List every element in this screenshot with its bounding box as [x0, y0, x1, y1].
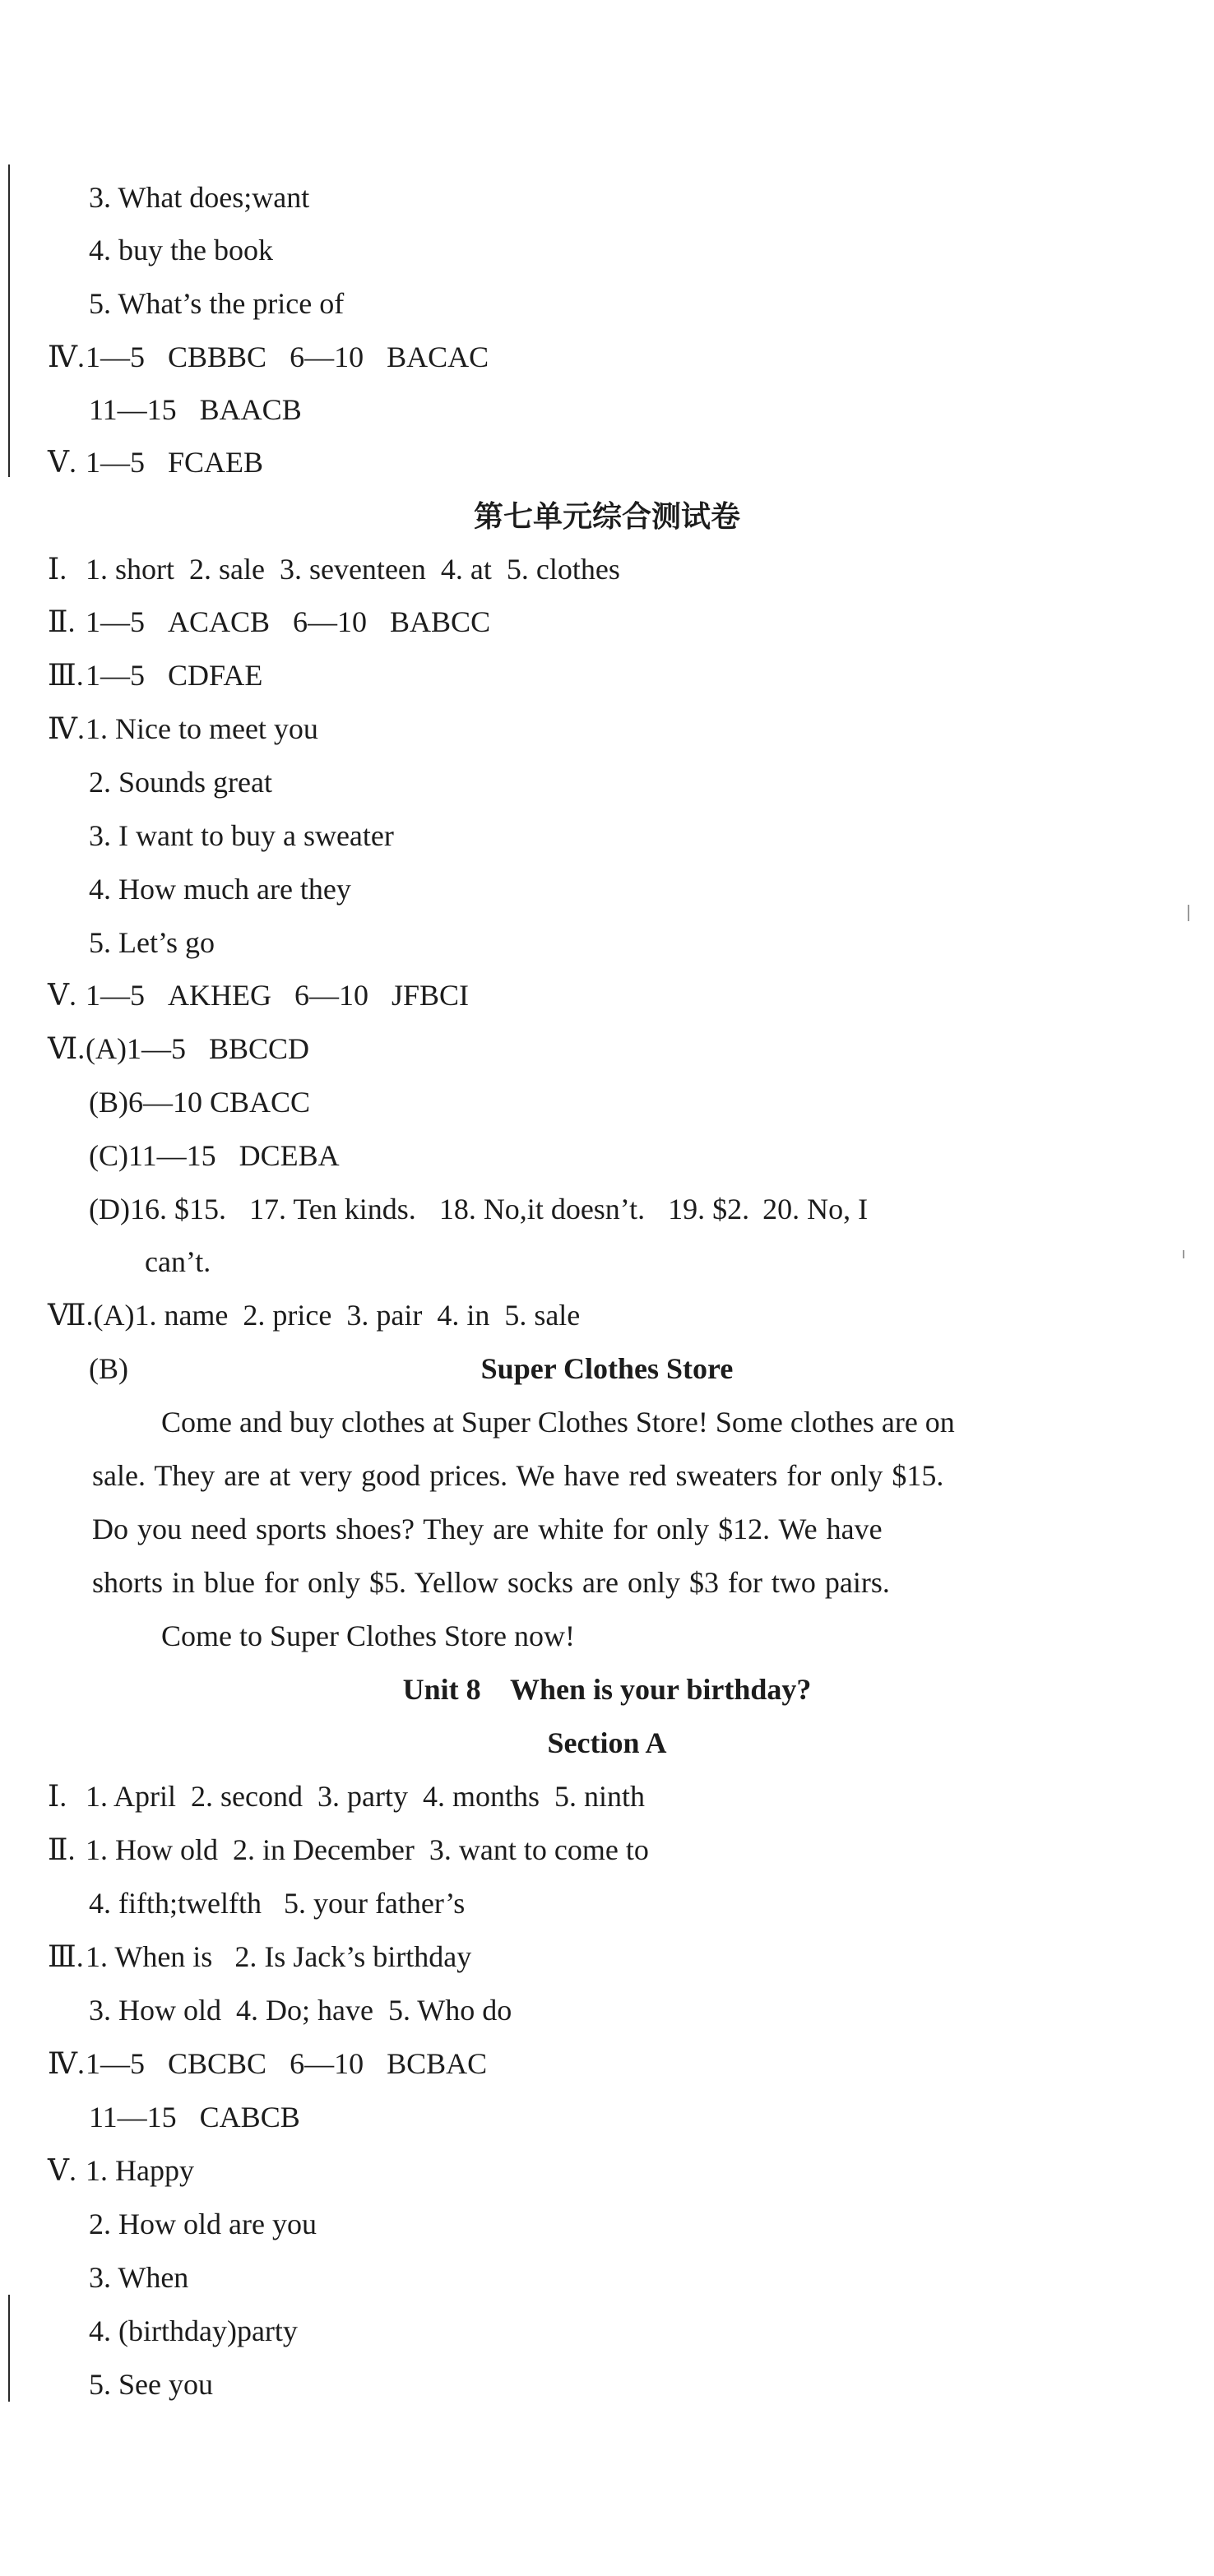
- section-numeral: Ⅳ.: [48, 2047, 85, 2080]
- answer-line: Ⅲ.1—5 CDFAE: [0, 649, 1214, 702]
- answer-line: 4. How much are they: [89, 873, 351, 906]
- answer-line: 3. What does;want: [89, 181, 310, 214]
- section-numeral: Ⅳ.: [48, 341, 85, 373]
- section-numeral: Ⅶ.: [48, 1299, 94, 1332]
- answer-line: Ⅴ. 1—5 FCAEB: [0, 436, 1214, 489]
- answer-line: 4. fifth;twelfth 5. your father’s: [89, 1887, 466, 1920]
- answer-line: Ⅰ. 1. April 2. second 3. party 4. months 5. ninth: [0, 1770, 1214, 1823]
- answer-line: 5. Let’s go: [89, 926, 215, 959]
- section-numeral: Ⅵ.: [48, 1032, 86, 1065]
- answer-line: Ⅱ. 1. How old 2. in December 3. want to come to: [0, 1823, 1214, 1876]
- section-numeral: Ⅰ.: [48, 553, 67, 586]
- answer-line: Ⅳ.1—5 CBCBC 6—10 BCBAC: [0, 2037, 1214, 2090]
- section-numeral: Ⅱ.: [48, 1833, 76, 1866]
- answer-line: 3. I want to buy a sweater: [89, 819, 394, 852]
- section-numeral: Ⅰ.: [48, 1780, 67, 1813]
- section-heading: 第七单元综合测试卷: [473, 500, 740, 533]
- answer-line: (B)6—10 CBACC: [89, 1086, 311, 1119]
- answer-line: (B): [89, 1352, 128, 1385]
- answer-line: Ⅵ.(A)1—5 BBCCD: [0, 1022, 1214, 1075]
- passage-title: Super Clothes Store: [480, 1352, 734, 1385]
- section-numeral: Ⅴ.: [48, 2154, 76, 2187]
- answer-line: 3. How old 4. Do; have 5. Who do: [89, 1994, 512, 2027]
- answer-line: Ⅶ.(A)1. name 2. price 3. pair 4. in 5. sale: [0, 1289, 1214, 1341]
- section-numeral: Ⅴ.: [48, 446, 76, 479]
- answer-line: 4. (birthday)party: [89, 2314, 298, 2347]
- answer-line: 5. What’s the price of: [89, 287, 345, 320]
- answer-line: 4. buy the book: [89, 234, 273, 266]
- section-numeral: Ⅲ.: [48, 1940, 84, 1973]
- section-heading: Section A: [547, 1726, 667, 1759]
- answer-line: Ⅳ.1. Nice to meet you: [0, 702, 1214, 755]
- answer-line: 11—15 CABCB: [89, 2101, 300, 2134]
- answer-line: (C)11—15 DCEBA: [89, 1139, 340, 1172]
- passage-line: sale. They are at very good prices. We have red sweaters for only $15.: [92, 1459, 944, 1492]
- answer-line: 2. Sounds great: [89, 766, 272, 799]
- passage-line: Come to Super Clothes Store now!: [161, 1619, 575, 1652]
- answer-line: Ⅳ.1—5 CBBBC 6—10 BACAC: [0, 331, 1214, 383]
- section-numeral: Ⅴ.: [48, 979, 76, 1012]
- section-numeral: Ⅱ.: [48, 605, 76, 638]
- answer-line: 3. When: [89, 2261, 189, 2294]
- passage-line: Do you need sports shoes? They are white for only $12. We have: [92, 1513, 883, 1545]
- answer-line: Ⅰ. 1. short 2. sale 3. seventeen 4. at 5. clothes: [0, 543, 1214, 595]
- answer-line: Ⅴ. 1—5 AKHEG 6—10 JFBCI: [0, 969, 1214, 1022]
- answer-line: Ⅱ. 1—5 ACACB 6—10 BABCC: [0, 595, 1214, 648]
- passage-line: Come and buy clothes at Super Clothes Store! Some clothes are on: [161, 1406, 955, 1439]
- answer-line: Ⅲ.1. When is 2. Is Jack’s birthday: [0, 1930, 1214, 1983]
- answer-line: 11—15 BAACB: [89, 393, 302, 426]
- answer-line: Ⅴ. 1. Happy: [0, 2144, 1214, 2197]
- section-numeral: Ⅲ.: [48, 659, 84, 692]
- answer-line: can’t.: [145, 1245, 211, 1278]
- unit-heading: Unit 8 When is your birthday?: [402, 1673, 812, 1706]
- answer-line: 5. See you: [89, 2368, 213, 2401]
- passage-line: shorts in blue for only $5. Yellow socks are only $3 for two pairs.: [92, 1566, 890, 1599]
- answer-line: 2. How old are you: [89, 2208, 317, 2240]
- answer-line: (D)16. $15. 17. Ten kinds. 18. No,it doesn’t. 19. $2. 20. No, I: [89, 1193, 869, 1225]
- section-numeral: Ⅳ.: [48, 712, 85, 745]
